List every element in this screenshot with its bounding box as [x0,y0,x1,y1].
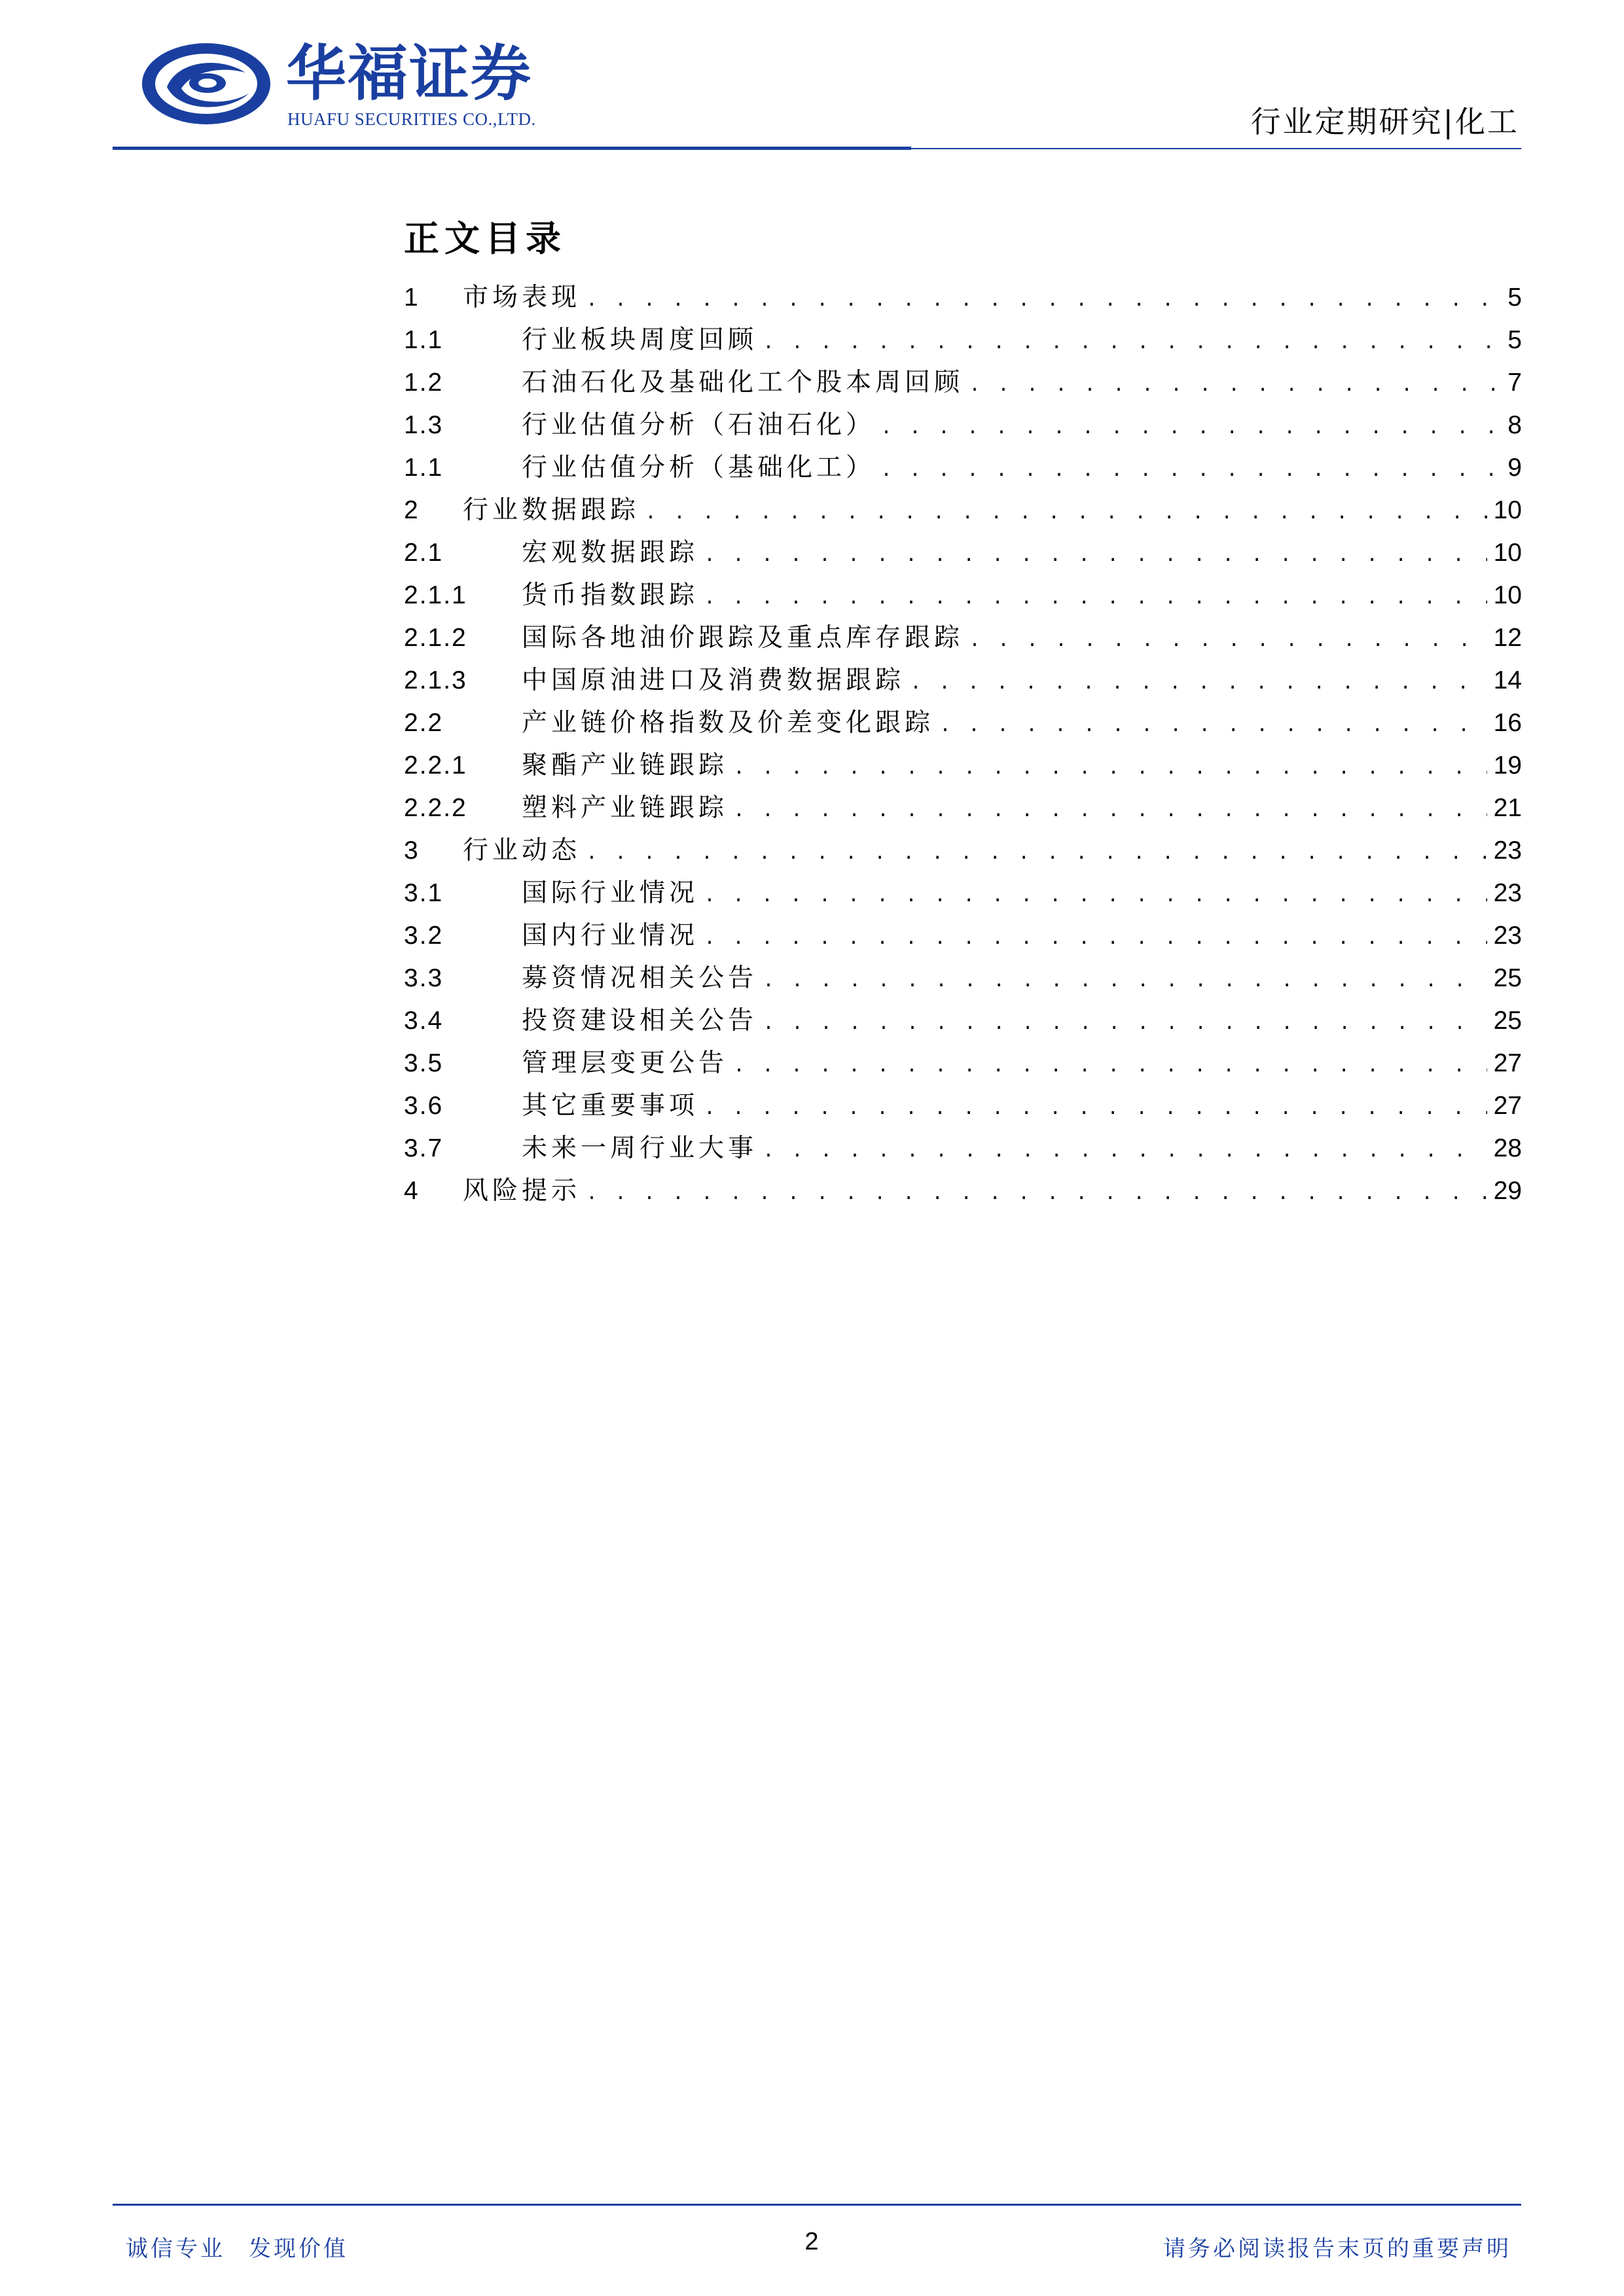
toc-dot-leader [704,578,1487,620]
report-type-label: 行业定期研究|化工 [1250,104,1519,139]
toc-dot-leader [733,1046,1487,1088]
toc-entry[interactable] [404,361,1522,404]
toc-entry[interactable] [404,1170,1522,1212]
toc-entry-title[interactable]: 国内行业情况 [522,921,699,950]
toc-dot-leader [880,450,1501,493]
toc-entry-page: 19 [1493,751,1522,780]
toc-entry-page: 23 [1493,922,1522,950]
toc-dot-leader [763,1131,1487,1174]
toc-entry-title[interactable]: 宏观数据跟踪 [522,538,699,567]
toc-dot-leader [939,706,1487,748]
toc-dot-leader [645,493,1487,535]
toc-entry-page: 23 [1493,836,1522,865]
toc-entry-title[interactable]: 货币指数跟踪 [522,581,699,610]
toc-entry-title[interactable]: 行业估值分析（石油石化） [522,410,876,440]
toc-entry-page: 7 [1507,368,1522,397]
toc-entry-number: 2.1.1 [404,581,467,609]
toc-entry[interactable] [404,1127,1522,1170]
toc-entry[interactable] [404,914,1522,957]
toc-dot-leader [704,918,1487,961]
toc-title: 正文目录 [404,217,566,259]
toc-entry-page: 29 [1493,1177,1522,1205]
toc-entry-title[interactable]: 中国原油进口及消费数据跟踪 [522,666,905,695]
company-logo [141,36,547,134]
toc-entry-title[interactable]: 其它重要事项 [522,1091,699,1121]
toc-entry[interactable] [404,276,1522,319]
toc-entry-number: 2.2.2 [404,794,467,822]
toc-entry-title[interactable]: 未来一周行业大事 [522,1134,758,1163]
footer-slogan [126,2231,348,2263]
toc-entry[interactable] [404,659,1522,702]
page-header [0,0,1624,157]
toc-list [404,276,1522,1212]
toc-entry[interactable] [404,446,1522,489]
toc-entry-number: 3.7 [404,1134,444,1162]
toc-dot-leader [586,1174,1487,1216]
toc-dot-leader [880,408,1501,450]
toc-entry-page: 10 [1493,496,1522,524]
toc-entry-title[interactable]: 行业板块周度回顾 [522,325,758,355]
toc-entry-page: 8 [1507,411,1522,439]
toc-entry-number: 3.1 [404,879,444,907]
toc-entry-title[interactable]: 管理层变更公告 [522,1049,729,1078]
toc-dot-leader [704,1088,1487,1131]
company-name-en: HUAFU SECURITIES CO.,LTD. [287,109,536,129]
toc-dot-leader [733,791,1487,833]
toc-entry[interactable] [404,957,1522,999]
toc-entry[interactable] [404,404,1522,446]
toc-entry-title[interactable]: 行业数据跟踪 [463,495,640,525]
header-divider-thick [113,147,911,150]
toc-dot-leader [969,365,1501,408]
toc-entry-number: 3.3 [404,964,444,992]
toc-entry-title[interactable]: 风险提示 [463,1176,581,1206]
toc-entry-title[interactable]: 聚酯产业链跟踪 [522,751,729,780]
footer-slogan-2: 发现价值 [249,2236,348,2262]
toc-entry-number: 2 [404,496,420,524]
footer-divider [113,2204,1521,2206]
toc-entry[interactable] [404,617,1522,659]
toc-dot-leader [704,876,1487,918]
toc-entry[interactable] [404,787,1522,829]
toc-dot-leader [733,748,1487,791]
toc-entry-number: 1 [404,283,420,312]
company-name-cn: 华福证券 [286,38,533,109]
toc-entry-number: 1.2 [404,368,444,397]
toc-entry-page: 25 [1493,1007,1522,1035]
footer-slogan-1: 诚信专业 [126,2236,225,2262]
toc-entry-title[interactable]: 市场表现 [463,283,581,312]
toc-entry-number: 2.1 [404,539,444,567]
toc-entry-number: 3.2 [404,922,444,950]
toc-entry-page: 5 [1507,283,1522,312]
toc-entry-title[interactable]: 塑料产业链跟踪 [522,793,729,823]
toc-dot-leader [763,323,1501,365]
toc-entry-number: 3.6 [404,1092,444,1120]
toc-dot-leader [704,535,1487,578]
footer-page-number: 2 [804,2228,819,2255]
toc-entry-number: 1.1 [404,454,444,482]
toc-entry-number: 2.2.1 [404,751,467,780]
toc-entry[interactable] [404,1042,1522,1085]
toc-entry-number: 1.3 [404,411,444,439]
toc-entry-page: 25 [1493,964,1522,992]
toc-entry-number: 1.1 [404,326,444,354]
toc-entry-page: 14 [1493,666,1522,694]
toc-entry[interactable] [404,702,1522,744]
toc-entry-number: 2.2 [404,709,444,737]
toc-entry-page: 10 [1493,581,1522,609]
toc-entry[interactable] [404,744,1522,787]
toc-entry[interactable] [404,531,1522,574]
toc-entry[interactable] [404,574,1522,617]
toc-entry-number: 3.4 [404,1007,444,1035]
toc-entry-page: 10 [1493,539,1522,567]
toc-entry-title[interactable]: 石油石化及基础化工个股本周回顾 [522,368,964,397]
toc-entry[interactable] [404,999,1522,1042]
toc-entry-title[interactable]: 募资情况相关公告 [522,963,758,993]
toc-entry-number: 3.5 [404,1049,444,1077]
toc-entry-number: 2.1.3 [404,666,467,694]
toc-entry[interactable] [404,319,1522,361]
toc-entry[interactable] [404,489,1522,531]
footer-disclaimer: 请务必阅读报告末页的重要声明 [1163,2236,1511,2262]
toc-dot-leader [763,961,1487,1003]
toc-entry-title[interactable]: 行业估值分析（基础化工） [522,453,876,482]
toc-entry[interactable] [404,1085,1522,1127]
toc-entry-title[interactable]: 国际行业情况 [522,878,699,908]
toc-entry[interactable] [404,872,1522,914]
toc-entry-page: 27 [1493,1049,1522,1077]
toc-entry-page: 12 [1493,624,1522,652]
toc-dot-leader [763,1003,1487,1046]
toc-entry-page: 28 [1493,1134,1522,1162]
toc-entry-number: 3 [404,836,420,865]
toc-dot-leader [910,663,1487,706]
toc-entry-page: 23 [1493,879,1522,907]
header-divider-thin [911,148,1521,149]
toc-entry[interactable] [404,829,1522,872]
toc-entry-page: 21 [1493,794,1522,822]
toc-entry-title[interactable]: 行业动态 [463,836,581,865]
toc-dot-leader [586,280,1501,323]
toc-entry-title[interactable]: 产业链价格指数及价差变化跟踪 [522,708,935,738]
toc-dot-leader [586,833,1487,876]
toc-entry-title[interactable]: 国际各地油价跟踪及重点库存跟踪 [522,623,964,653]
toc-entry-title[interactable]: 投资建设相关公告 [522,1006,758,1035]
huafu-logo-mark-icon [141,41,275,126]
table-of-contents [404,209,1522,1212]
toc-entry-page: 5 [1507,326,1522,354]
toc-entry-page: 9 [1507,454,1522,482]
toc-dot-leader [969,620,1487,663]
toc-entry-page: 27 [1493,1092,1522,1120]
toc-entry-page: 16 [1493,709,1522,737]
toc-entry-number: 4 [404,1177,420,1205]
toc-entry-number: 2.1.2 [404,624,467,652]
